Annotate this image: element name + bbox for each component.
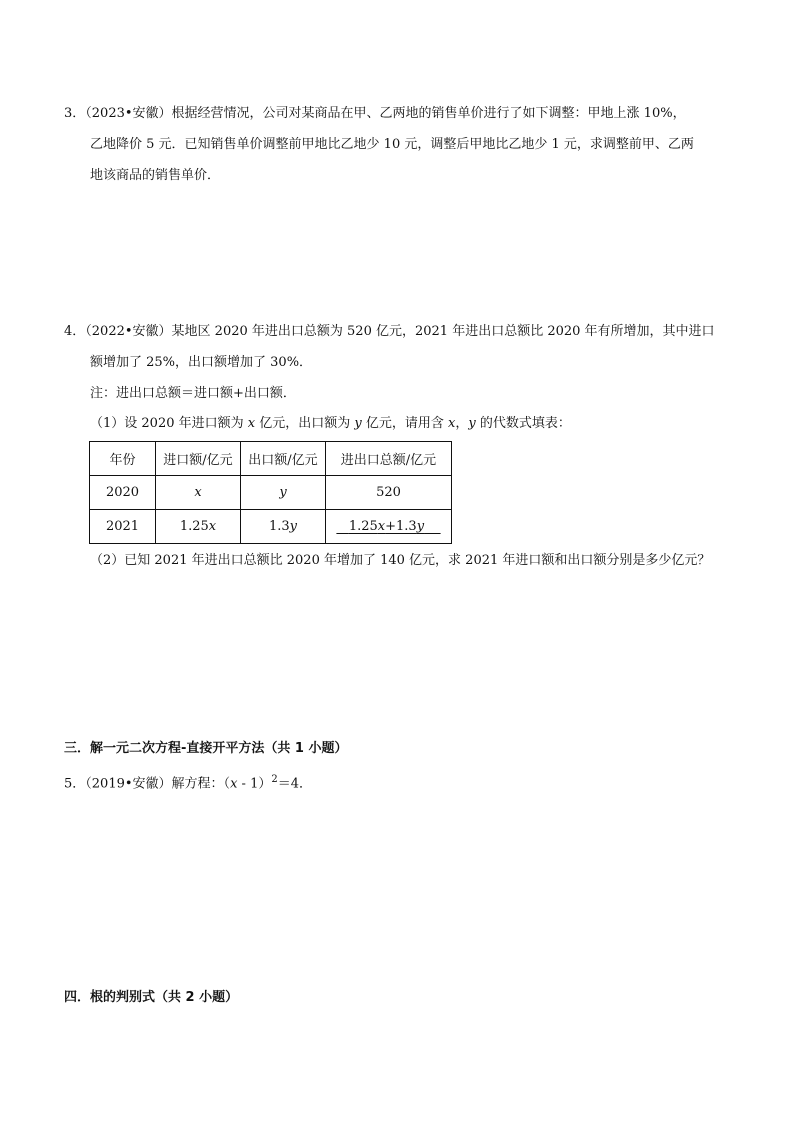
q3-line-1 xyxy=(64,104,686,124)
q3-number: 3． xyxy=(64,106,86,121)
q5-text-a: 解方程：（ xyxy=(171,776,231,792)
coef: +1.3 xyxy=(385,519,417,534)
q3-text-1: 根据经营情况，公司对某商品在甲、乙两地的销售单价进行了如下调整：甲地上涨 10%， xyxy=(171,106,686,121)
var-x: x xyxy=(208,519,217,534)
q4-part-2: （2）已知 2021 年进出口总额比 2020 年增加了 140 亿元，求 2021 年进口额和出口额分别是多少亿元？ xyxy=(90,553,711,568)
q3-line-2: 乙地降价 5 元．已知销售单价调整前甲地比乙地少 10 元，调整后甲地比乙地少 1 元，求调整前甲、乙两 xyxy=(90,137,694,152)
section-4-title: 四．根的判别式（共 2 小题） xyxy=(64,990,239,1005)
q4-part1-text-d: ， xyxy=(455,416,469,431)
q4-part1-text-e: 的代数式填表： xyxy=(475,416,571,431)
q4-line-2: 额增加了 25%，出口额增加了 30%． xyxy=(90,355,313,370)
q5-number: 5． xyxy=(64,776,86,792)
var-y: y xyxy=(289,519,298,534)
var-x: x xyxy=(377,519,386,534)
table-row xyxy=(90,476,452,510)
cell-year: 2021 xyxy=(90,510,156,544)
cell-total: 520 xyxy=(326,476,452,510)
coef: 1.25 xyxy=(179,519,209,534)
cell-import xyxy=(156,510,241,544)
header-import: 进口额/亿元 xyxy=(156,442,241,476)
section-3-title: 三．解一元二次方程-直接开平方法（共 1 小题） xyxy=(64,741,348,756)
var-x: x xyxy=(230,776,238,792)
q4-part1-text-c: 亿元，请用含 xyxy=(361,416,448,431)
fill-in-table xyxy=(89,441,452,544)
q4-number: 4． xyxy=(64,324,86,339)
var-x: x xyxy=(247,416,256,431)
q4-note: 注：进出口总额＝进口额+出口额． xyxy=(90,386,296,401)
var-y: y xyxy=(416,519,425,534)
exponent: 2 xyxy=(271,774,278,785)
header-export: 出口额/亿元 xyxy=(241,442,326,476)
var-y: y xyxy=(354,416,362,431)
table-row xyxy=(90,510,452,544)
q4-text-1: 某地区 2020 年进出口总额为 520 亿元，2021 年进出口总额比 2020 年有所增加，其中进口 xyxy=(171,324,715,339)
cell-import: x xyxy=(156,476,241,510)
q4-part1-text-b: 亿元，出口额为 xyxy=(255,416,355,431)
var-x: x xyxy=(448,416,456,431)
q4-line-1 xyxy=(64,322,715,342)
answer-blank xyxy=(336,519,440,534)
q4-part1-text-a: （1）设 2020 年进口额为 xyxy=(90,416,248,431)
header-year: 年份 xyxy=(90,442,156,476)
coef: 1.25 xyxy=(348,519,378,534)
q5-source: （2019•安徽） xyxy=(85,776,172,792)
q5-text-c: ＝4． xyxy=(277,776,312,792)
question-5 xyxy=(64,770,312,794)
q4-part-1 xyxy=(90,414,571,434)
header-total: 进出口总额/亿元 xyxy=(326,442,452,476)
q3-line-3: 地该商品的销售单价． xyxy=(90,168,221,183)
q4-source: （2022•安徽） xyxy=(85,324,172,339)
cell-export: y xyxy=(241,476,326,510)
var-y: y xyxy=(468,416,476,431)
cell-year: 2020 xyxy=(90,476,156,510)
coef: 1.3 xyxy=(268,519,290,534)
q3-source: （2023•安徽） xyxy=(85,106,172,121)
q5-text-b: - 1） xyxy=(237,776,272,792)
cell-total-answer xyxy=(326,510,452,544)
table-header-row xyxy=(90,442,452,476)
cell-export xyxy=(241,510,326,544)
